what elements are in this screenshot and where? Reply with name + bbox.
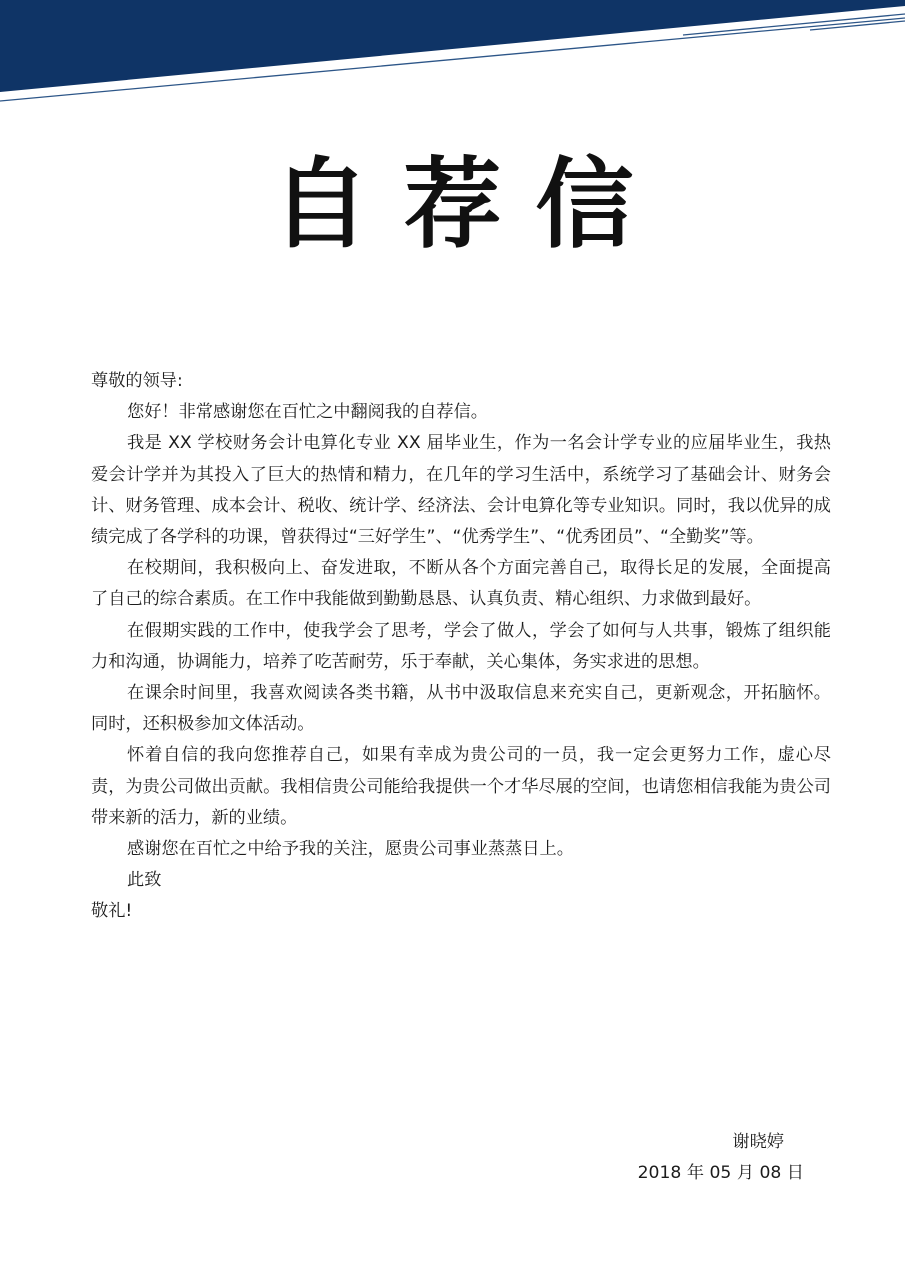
signature-name: 谢晓婷 bbox=[732, 1132, 784, 1152]
closing-line: 此致 bbox=[127, 870, 162, 891]
paragraph-thanks: 感谢您在百忙之中给予我的关注，愿贵公司事业蒸蒸日上。 bbox=[127, 839, 574, 860]
paragraph-campus: 在校期间，我积极向上、奋发进取，不断从各个方面完善自己，取得长足的发展，全面提高了自己的综合素质。在工作中我能做到勤勤恳恳、认真负责、精心组织、力求做到最好。 bbox=[91, 558, 831, 610]
signature-date: 2018 年 05 月 08 日 bbox=[637, 1163, 804, 1184]
salutation: 尊敬的领导: bbox=[91, 371, 183, 391]
paragraph-practice: 在假期实践的工作中，使我学会了思考，学会了做人，学会了如何与人共事，锻炼了组织能力和沟通，协调能力，培养了吃苦耐劳，乐于奉献，关心集体，务实求进的思想。 bbox=[91, 620, 831, 672]
paragraph-greeting: 您好！非常感谢您在百忙之中翻阅我的自荐信。 bbox=[127, 402, 488, 423]
header-band-shape bbox=[0, 0, 905, 92]
closing-salute: 敬礼! bbox=[91, 901, 133, 922]
paragraph-education: 我是 XX 学校财务会计电算化专业 XX 届毕业生，作为一名会计学专业的应届毕业生，我热爱会计学并为其投入了巨大的热情和精力，在几年的学习生活中，系统学习了基础会计、财务会计、财务管理、成本会计、税收、统计学、经济法、会计电算化等专业知识。同时，我以优异的成绩完成了各学科的功课，曾获得过“三好学生”、“优秀学生”、“优秀团员”、“全勤奖”等。 bbox=[91, 433, 831, 548]
paragraph-hobbies: 在课余时间里，我喜欢阅读各类书籍，从书中汲取信息来充实自己，更新观念，开拓脑怀。同时，还积极参加文体活动。 bbox=[91, 683, 831, 735]
paragraph-recommendation: 怀着自信的我向您推荐自己，如果有幸成为贵公司的一员，我一定会更努力工作，虚心尽责，为贵公司做出贡献。我相信贵公司能给我提供一个才华尽展的空间，也请您相信我能为贵公司带来新的活力，新的业绩。 bbox=[91, 745, 831, 828]
document-title: 自荐信 bbox=[271, 147, 668, 262]
signature-block bbox=[638, 1127, 804, 1189]
header-decoration bbox=[0, 0, 905, 110]
letter-body bbox=[91, 366, 831, 928]
